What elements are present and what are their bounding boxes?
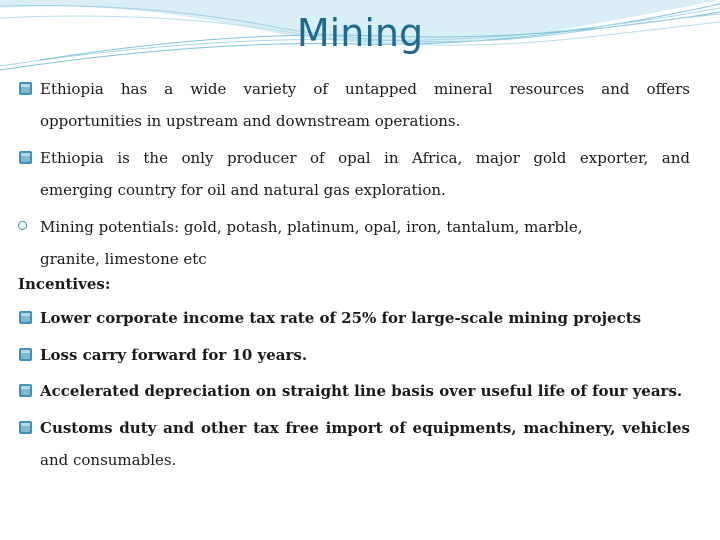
checkbox-bullet-icon xyxy=(18,347,34,363)
list-item-line: Accelerated depreciation on straight line basis over useful life of four years. xyxy=(40,382,683,400)
circle-bullet-icon xyxy=(18,221,27,230)
checkbox-bullet-icon xyxy=(18,310,34,326)
slide-title: Mining xyxy=(296,11,424,55)
list-item-line: emerging country for oil and natural gas exploration. xyxy=(40,181,446,199)
list-item-line: Mining potentials: gold, potash, platinum, opal, iron, tantalum, marble, xyxy=(40,218,583,236)
checkbox-bullet-icon xyxy=(18,420,34,436)
incentives-heading: Incentives: xyxy=(18,275,111,293)
checkbox-bullet-icon xyxy=(18,150,34,166)
list-item-line: and consumables. xyxy=(40,451,177,469)
list-item-line: Ethiopia has a wide variety of untapped mineral resources and offers xyxy=(40,80,690,98)
list-item-line: Lower corporate income tax rate of 25% for large-scale mining projects xyxy=(40,309,642,327)
list-item-line: Customs duty and other tax free import of equipments, machinery, vehicles xyxy=(40,419,690,437)
list-item-line: granite, limestone etc xyxy=(40,250,207,268)
list-item-line: Ethiopia is the only producer of opal in Africa, major gold exporter, and xyxy=(40,149,690,167)
list-item-line: opportunities in upstream and downstream operations. xyxy=(40,112,461,130)
checkbox-bullet-icon xyxy=(18,81,34,97)
checkbox-bullet-icon xyxy=(18,383,34,399)
list-item-line: Loss carry forward for 10 years. xyxy=(40,346,308,364)
